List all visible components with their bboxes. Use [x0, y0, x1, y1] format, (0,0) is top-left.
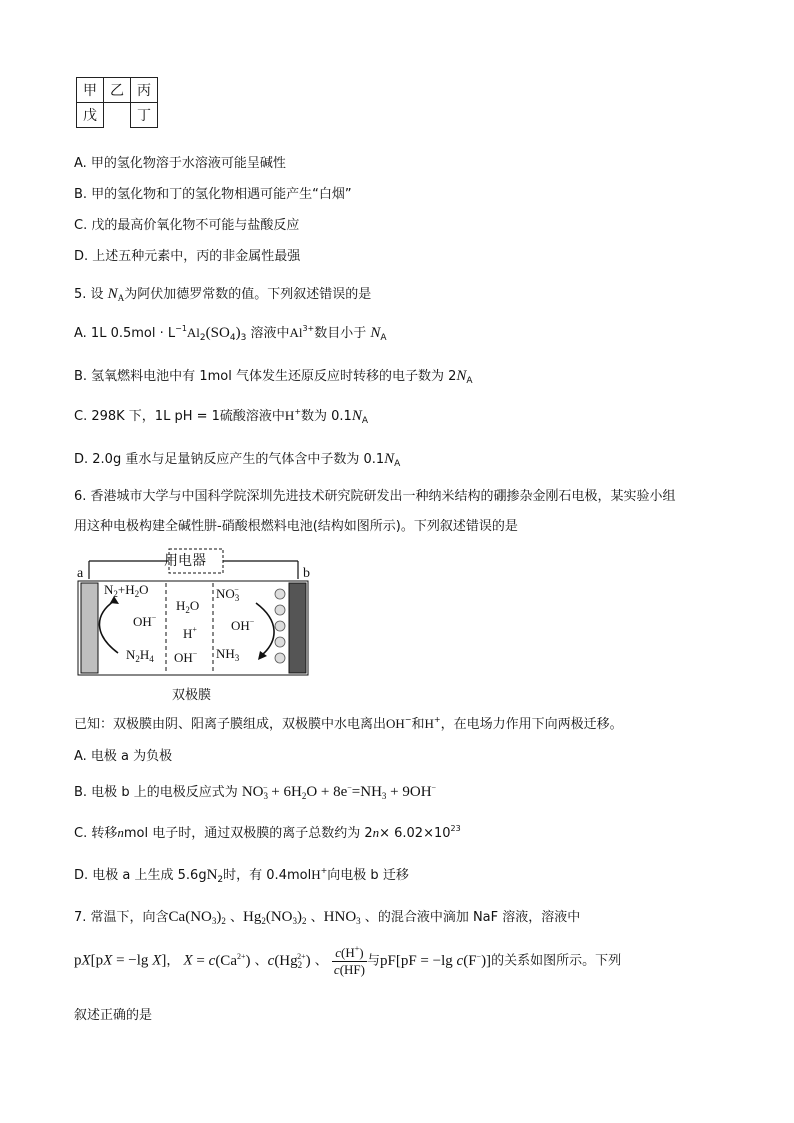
q6-option-d: D. 电极 a 上生成 $5.6gN_2$时，有 0.4molH+向电极 b 迁移	[74, 866, 409, 885]
q5-stem: 5. 设 $N_A$为阿伏加德罗常数的值。下列叙述错误的是	[74, 286, 372, 303]
label-oh-mid: OH−	[174, 649, 198, 665]
q4-option-d: D. 上述五种元素中，丙的非金属性最强	[74, 249, 301, 264]
q5-option-b: B. 氢氧燃料电池中有 1mol 气体发生还原反应时转移的电子数为 $2N_A$	[74, 368, 473, 386]
label-oh-right: OH−	[231, 617, 255, 633]
grid-cell-empty	[104, 103, 131, 128]
electrode-a-label: a	[77, 566, 84, 581]
grid-cell: 丁	[131, 103, 158, 128]
q5-option-c: C. 298K 下，1L pH = 1硫酸溶液中H+数为 $0.1N_A$	[74, 407, 369, 426]
q7-stem-line2: pX[pX = −lg X]， $X = c(Ca^{2+})$ 、$c(Hg_2^{2+})$ 、 $\frac{c(H^+)}{c(HF)}$ 与pF[pF = −lg c(F−)]的关系如图所示。下列	[74, 944, 622, 977]
q4-option-c: C. 戊的最高价氧化物不可能与盐酸反应	[74, 218, 300, 233]
label-nh3: $NH_3$	[216, 646, 240, 663]
q6-option-a: A. 电极 a 为负极	[74, 749, 173, 764]
q5-option-d: D. 2.0g 重水与足量钠反应产生的气体含中子数为 $0.1N_A$	[74, 451, 401, 469]
label-oh-left: OH−	[133, 613, 157, 629]
electrode-a	[81, 583, 98, 673]
q4-option-a: A. 甲的氢化物溶于水溶液可能呈碱性	[74, 156, 286, 171]
electrode-b	[289, 583, 306, 673]
grid-cell: 丙	[131, 78, 158, 103]
q6-option-c: C. 转移nmol 电子时，通过双极膜的离子总数约为 $2n\times 6.02\times 10^{23}$	[74, 824, 461, 841]
q7-stem-line3: 叙述正确的是	[74, 1008, 153, 1023]
nano-particles	[275, 589, 285, 663]
label-n2h4: $N_2H_4$	[126, 647, 154, 664]
label-h-plus: H+	[183, 625, 197, 641]
grid-cell: 甲	[77, 78, 104, 103]
q4-option-b: B. 甲的氢化物和丁的氢化物相遇可能产生“白烟”	[74, 187, 352, 202]
q6-option-b: B. 电极 b 上的电极反应式为 $NO_3^- + 6H_2O + 8e^-=NH_3 + 9OH^-$	[74, 783, 437, 801]
label-no3: $NO_3^-$	[216, 585, 240, 603]
label-n2-h2o: $N_2+H_2O$	[104, 582, 149, 599]
grid-cell: 戊	[77, 103, 104, 128]
q7-stem-line1: 7. 常温下，向含$Ca(NO_3)_2$ 、$Hg_2(NO_3)_2$ 、$HNO_3$ 、的混合液中滴加 NaF 溶液，溶液中	[74, 909, 581, 926]
q6-stem-line1: 6. 香港城市大学与中国科学院深圳先进技术研究院研发出一种纳米结构的硼掺杂金刚石电极，某实验小组	[74, 489, 676, 504]
element-grid	[76, 77, 158, 128]
electrode-b-label: b	[303, 566, 310, 581]
q6-known: 已知：双极膜由阴、阳离子膜组成，双极膜中水电离出OH−和H+，在电场力作用下向两极迁移。	[74, 715, 623, 732]
q6-stem-line2: 用这种电极构建全碱性肼-硝酸根燃料电池(结构如图所示)。下列叙述错误的是	[74, 519, 518, 534]
label-h2o-mid: $H_2O$	[176, 598, 200, 615]
device-label: 用电器	[164, 554, 206, 569]
arrow-left	[99, 601, 118, 653]
q5-option-a: A. 1L $0.5mol \cdot L^{-1}Al_2(SO_4)_3$ 溶液中$Al^{3+}$数目小于 $N_A$	[74, 324, 387, 343]
arrow-right	[256, 603, 274, 655]
grid-cell: 乙	[104, 78, 131, 103]
membrane-label: 双极膜	[172, 688, 212, 703]
